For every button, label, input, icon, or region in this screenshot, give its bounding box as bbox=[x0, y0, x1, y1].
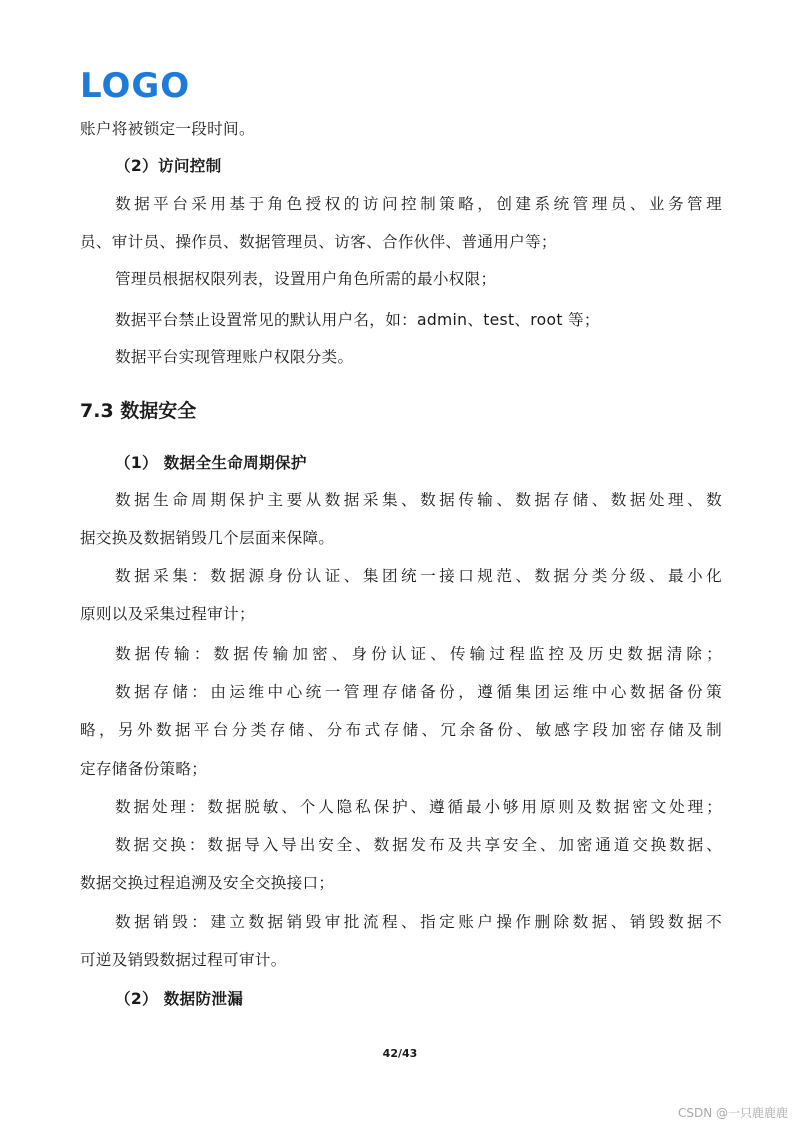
text-line: 据交换及数据销毁几个层面来保障。 bbox=[80, 529, 335, 547]
subsection-heading: （2） 数据防泄漏 bbox=[115, 990, 244, 1008]
text-line: 数据存储：由运维中心统一管理存储备份，遵循集团运维中心数据备份策 bbox=[115, 683, 722, 701]
subsection-heading: （2）访问控制 bbox=[115, 157, 222, 175]
text-line: 原则以及采集过程审计； bbox=[80, 605, 255, 623]
text-line: 员、审计员、操作员、数据管理员、访客、合作伙伴、普通用户等； bbox=[80, 233, 557, 251]
watermark: CSDN @一只鹿鹿鹿 bbox=[677, 1106, 788, 1120]
subsection-heading: （1） 数据全生命周期保护 bbox=[115, 454, 307, 472]
text-line: 数据平台禁止设置常见的默认用户名，如：admin、test、root 等； bbox=[115, 311, 600, 329]
text-line: 账户将被锁定一段时间。 bbox=[80, 120, 255, 138]
section-heading: 7.3 数据安全 bbox=[80, 400, 197, 422]
text-line: 数据平台实现管理账户权限分类。 bbox=[115, 348, 354, 366]
text-line: 定存储备份策略； bbox=[80, 760, 208, 778]
text-line: 数据交换：数据导入导出安全、数据发布及共享安全、加密通道交换数据、 bbox=[115, 836, 722, 854]
text-line: 数据生命周期保护主要从数据采集、数据传输、数据存储、数据处理、数 bbox=[115, 491, 722, 509]
logo: LOGO bbox=[80, 66, 191, 106]
text-line: 数据采集：数据源身份认证、集团统一接口规范、数据分类分级、最小化 bbox=[115, 567, 722, 585]
text-line: 数据交换过程追溯及安全交换接口； bbox=[80, 874, 335, 892]
text-line: 略，另外数据平台分类存储、分布式存储、冗余备份、敏感字段加密存储及制 bbox=[80, 721, 722, 739]
text-line: 数据处理：数据脱敏、个人隐私保护、遵循最小够用原则及数据密文处理； bbox=[115, 798, 722, 816]
text-line: 管理员根据权限列表，设置用户角色所需的最小权限； bbox=[115, 270, 497, 288]
text-line: 可逆及销毁数据过程可审计。 bbox=[80, 951, 287, 969]
text-line: 数据销毁：建立数据销毁审批流程、指定账户操作删除数据、销毁数据不 bbox=[115, 913, 722, 931]
text-line: 数据传输：数据传输加密、身份认证、传输过程监控及历史数据清除； bbox=[115, 645, 722, 663]
text-line: 数据平台采用基于角色授权的访问控制策略，创建系统管理员、业务管理 bbox=[115, 195, 722, 213]
page-number: 42/43 bbox=[382, 1047, 418, 1060]
